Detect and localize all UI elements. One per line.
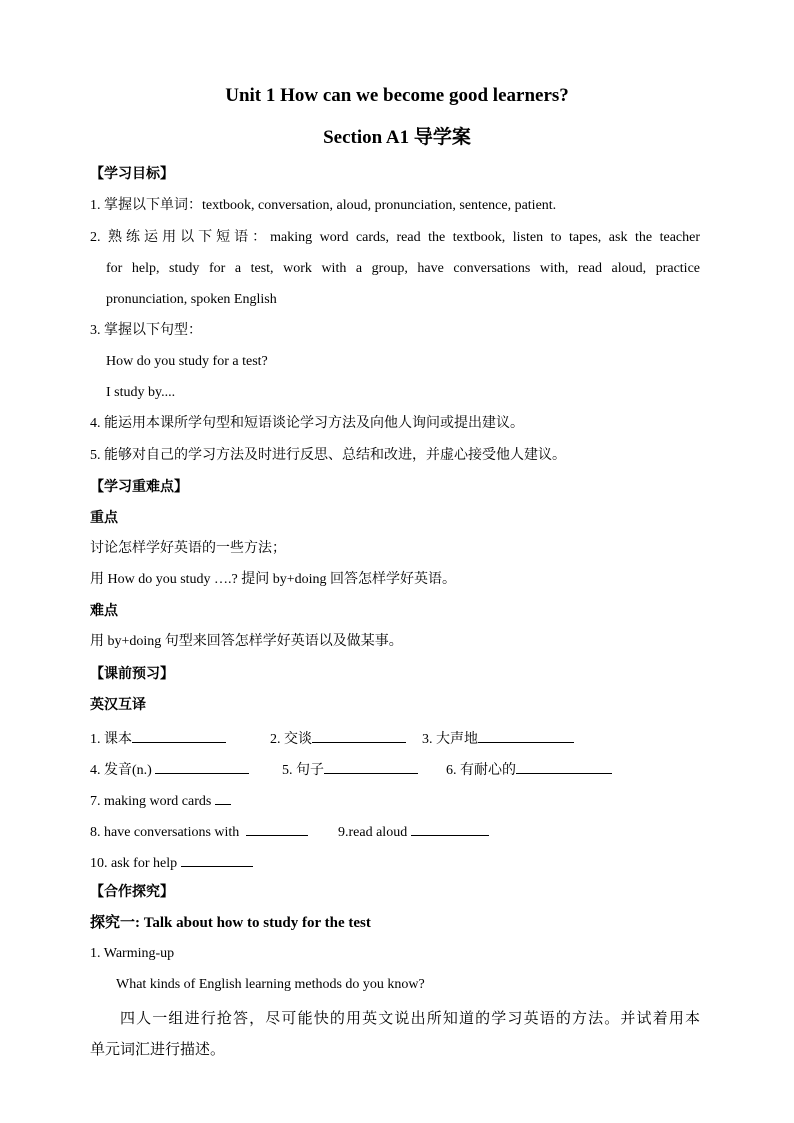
exercise-item-10-label: 10. ask for help xyxy=(90,856,178,871)
exercise-item-4-label: 4. 发音(n.) xyxy=(90,763,152,778)
instruction-line-2: 单元词汇进行描述。 xyxy=(90,1042,226,1058)
exercise-item-9-label: 9.read aloud xyxy=(338,825,408,840)
answer-blank-5[interactable] xyxy=(324,758,418,774)
exercise-item-7-label: 7. making word cards xyxy=(90,794,212,809)
objective-item-5: 5. 能够对自己的学习方法及时进行反思、总结和改进，并虚心接受他人建议。 xyxy=(90,448,566,463)
explore-subheading: 探究一: Talk about how to study for the test xyxy=(90,915,371,931)
exercise-item-1-label: 1. 课本 xyxy=(90,732,132,747)
key-label: 重点 xyxy=(90,510,118,526)
answer-blank-3[interactable] xyxy=(478,727,574,743)
objective-item-3: 3. 掌握以下句型： xyxy=(90,323,202,338)
answer-blank-4[interactable] xyxy=(155,758,249,774)
warming-up-question: What kinds of English learning methods do you know? xyxy=(116,977,425,992)
exercise-item-10 xyxy=(90,851,253,874)
objective-sentence-2: I study by.... xyxy=(106,385,176,400)
difficult-label: 难点 xyxy=(90,603,118,619)
exercise-item-2 xyxy=(270,727,406,750)
section-title: Section A1 导学案 xyxy=(323,127,471,148)
objective-item-2-line-2: for help, study for a test, work with a group, have conversations with, read aloud, practice xyxy=(106,261,700,276)
exercise-item-3-label: 3. 大声地 xyxy=(422,732,478,747)
exercise-item-1 xyxy=(90,727,226,750)
objective-item-2-line-3: pronunciation, spoken English xyxy=(106,292,277,307)
difficult-line: 用 by+doing 句型来回答怎样学好英语以及做某事。 xyxy=(90,634,403,649)
exercise-item-8-label: 8. have conversations with xyxy=(90,825,240,840)
instruction-line-1: 四人一组进行抢答，尽可能快的用英文说出所知道的学习英语的方法。并试着用本 xyxy=(120,1011,700,1027)
exercise-item-5 xyxy=(282,758,418,781)
answer-blank-2[interactable] xyxy=(312,727,406,743)
answer-blank-6[interactable] xyxy=(516,758,612,774)
page-title: Unit 1 How can we become good learners? xyxy=(225,85,569,106)
exercise-item-2-label: 2. 交谈 xyxy=(270,732,312,747)
preview-subheading: 英汉互译 xyxy=(90,697,146,713)
exercise-item-5-label: 5. 句子 xyxy=(282,763,324,778)
answer-blank-7[interactable] xyxy=(215,789,231,805)
exercise-item-8 xyxy=(90,820,308,843)
objective-sentence-1: How do you study for a test? xyxy=(106,354,268,369)
explore-heading: 【合作探究】 xyxy=(90,884,174,900)
answer-blank-9[interactable] xyxy=(411,820,489,836)
answer-blank-10[interactable] xyxy=(181,851,253,867)
objectives-heading: 【学习目标】 xyxy=(90,166,174,182)
objective-item-1: 1. 掌握以下单词：textbook, conversation, aloud, pronunciation, sentence, patient. xyxy=(90,198,557,213)
exercise-item-9 xyxy=(338,820,489,843)
exercise-item-7 xyxy=(90,789,231,812)
exercise-item-4 xyxy=(90,758,249,781)
exercise-item-6-label: 6. 有耐心的 xyxy=(446,763,516,778)
answer-blank-8[interactable] xyxy=(246,820,308,836)
objective-item-4: 4. 能运用本课所学句型和短语谈论学习方法及向他人询问或提出建议。 xyxy=(90,416,524,431)
objective-item-2-line-1: 2. 熟练运用以下短语：making word cards, read the textbook, listen to tapes, ask the teacher xyxy=(90,230,700,245)
keypoints-heading: 【学习重难点】 xyxy=(90,479,188,495)
answer-blank-1[interactable] xyxy=(132,727,226,743)
key-line-1: 讨论怎样学好英语的一些方法； xyxy=(90,541,286,556)
exercise-item-6 xyxy=(446,758,612,781)
exercise-item-3 xyxy=(422,727,574,750)
preview-heading: 【课前预习】 xyxy=(90,666,174,682)
key-line-2: 用 How do you study ….? 提问 by+doing 回答怎样学好英语。 xyxy=(90,572,457,587)
warming-up: 1. Warming-up xyxy=(90,946,175,961)
